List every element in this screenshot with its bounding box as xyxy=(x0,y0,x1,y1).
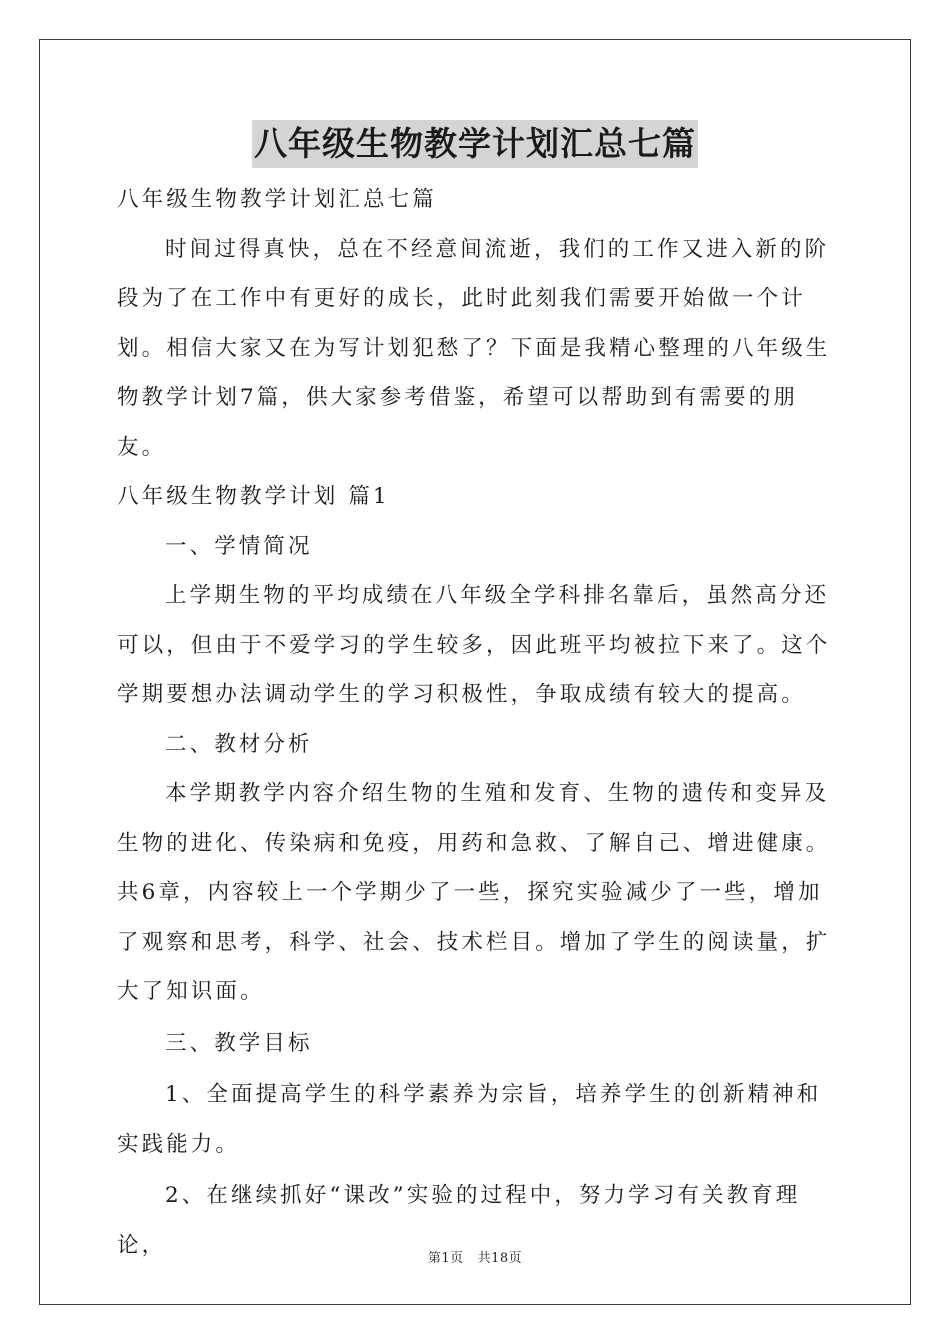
heading-student-situation: 一、学情简况 xyxy=(165,533,313,559)
document-title xyxy=(0,120,950,168)
section-heading-plan-1: 八年级生物教学计划 篇1 xyxy=(117,484,390,509)
document-body xyxy=(117,175,837,1270)
subtitle-line: 八年级生物教学计划汇总七篇 xyxy=(117,187,437,212)
goal-item-1: 1、全面提高学生的科学素养为宗旨，培养学生的创新精神和实践能力。 xyxy=(117,1082,822,1157)
document-title-text: 八年级生物教学计划汇总七篇 xyxy=(252,120,698,168)
heading-textbook-analysis: 二、教材分析 xyxy=(165,731,313,757)
textbook-analysis-paragraph: 本学期教学内容介绍生物的生殖和发育、生物的遗传和变异及生物的进化、传染病和免疫，用药和急救、了解自己、增进健康。共6章，内容较上一个学期少了一些，探究实验减少了一些，增加了观察和思考，科学、社会、技术栏目。增加了学生的阅读量，扩大了知识面。 xyxy=(117,781,831,1004)
page-number: 第1页 xyxy=(427,1251,464,1266)
intro-paragraph: 时间过得真快，总在不经意间流逝，我们的工作又进入新的阶段为了在工作中有更好的成长，此时此刻我们需要开始做一个计划。相信大家又在为写计划犯愁了？下面是我精心整理的八年级生物教学计划7篇，供大家参考借鉴，希望可以帮助到有需要的朋友。 xyxy=(117,236,831,460)
goal-item-2: 2、在继续抓好“课改”实验的过程中，努力学习有关教育理论， xyxy=(117,1183,801,1258)
heading-teaching-goals: 三、教学目标 xyxy=(165,1030,313,1056)
student-situation-paragraph: 上学期生物的平均成绩在八年级全学科排名靠后，虽然高分还可以，但由于不爱学习的学生较多，因此班平均被拉下来了。这个学期要想办法调动学生的学习积极性，争取成绩有较大的提高。 xyxy=(117,583,831,707)
page-total: 共18页 xyxy=(477,1251,523,1266)
page-footer xyxy=(0,1247,950,1266)
